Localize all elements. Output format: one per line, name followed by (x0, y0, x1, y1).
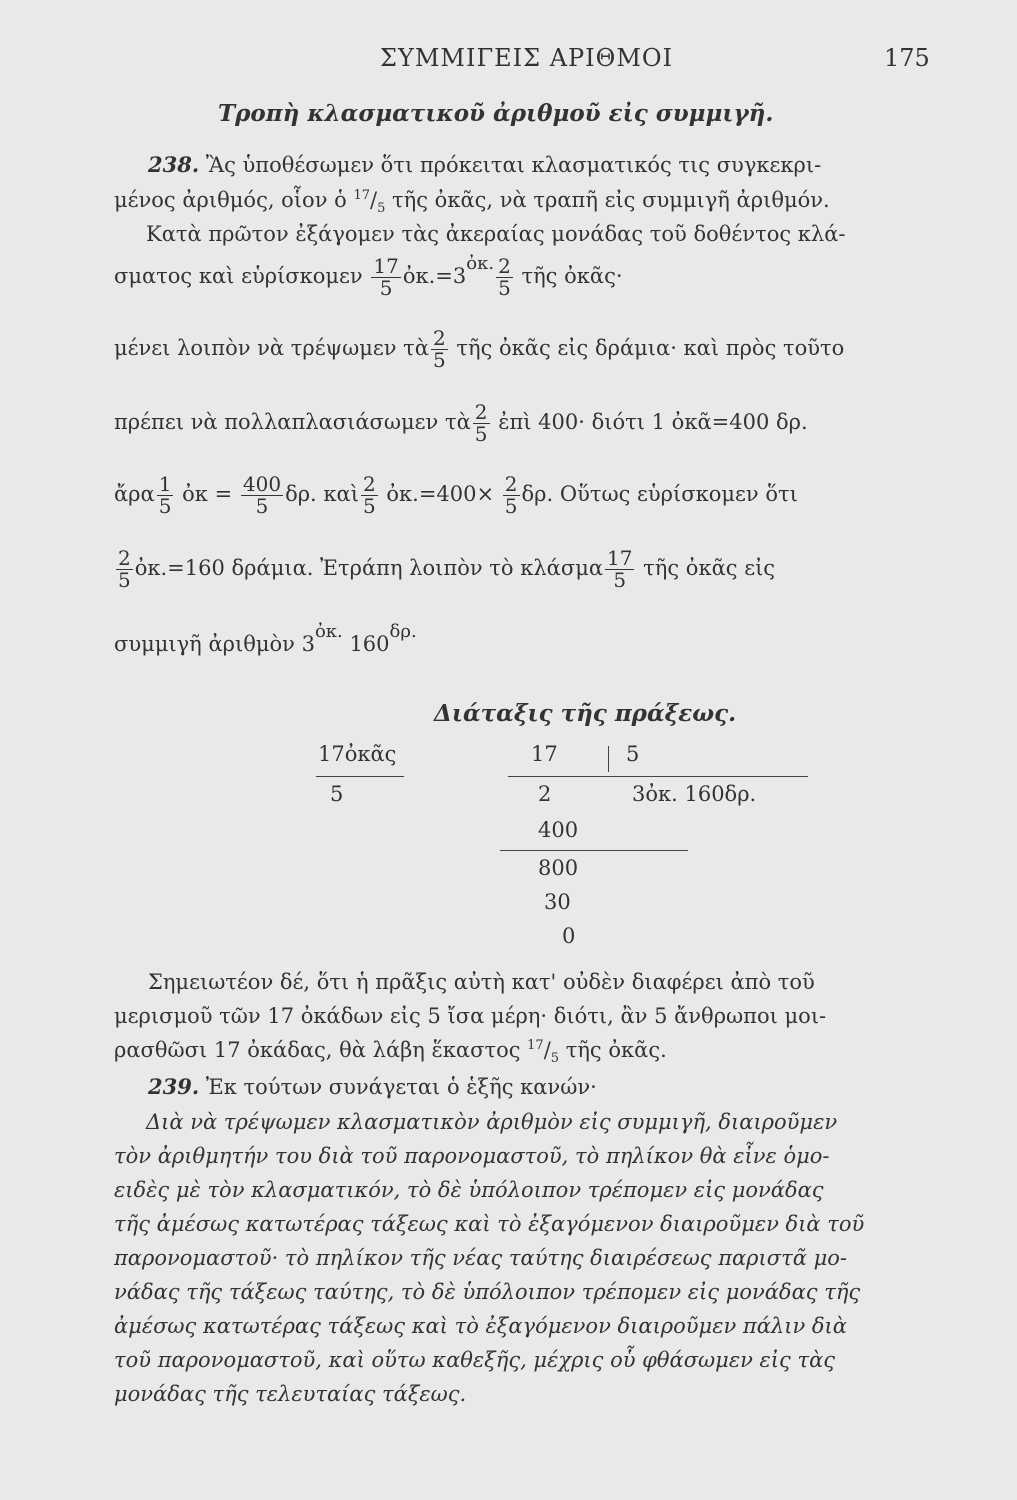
fraction-numerator: 17 (527, 1038, 544, 1053)
text: δρ. καὶ (285, 482, 359, 506)
scheme-dividend: 17 (531, 742, 558, 766)
note-line-3 (114, 1038, 667, 1066)
p238-line-9 (114, 621, 417, 656)
fraction: $\frac{400}{5}$ (242, 472, 282, 518)
fraction: $\frac{17}{5}$ (607, 546, 633, 592)
unit-superscript: δρ. (389, 621, 417, 642)
text: ρασθῶσι 17 ὀκάδας, θὰ λάβη ἕκαστος (114, 1038, 528, 1062)
scheme-step-2: 0 (562, 924, 576, 948)
scheme-product: 800 (538, 856, 579, 880)
scheme-heading: Διάταξις τῆς πράξεως. (434, 700, 737, 727)
multiplication-rule (500, 850, 688, 851)
fraction: $\frac{2}{5}$ (432, 326, 446, 372)
rule-line-6: νάδας τῆς τάξεως ταύτης, τὸ δὲ ὑπόλοιπον τρέπομεν εἰς μονάδας τῆς (114, 1280, 861, 1304)
text: ἄρα (114, 482, 155, 506)
text: συμμιγῆ ἀριθμὸν 3 (114, 632, 315, 656)
text: Ἐκ τούτων συνάγεται ὁ ἑξῆς κανών· (205, 1075, 597, 1099)
rule-line-1: Διὰ νὰ τρέψωμεν κλασματικὸν ἀριθμὸν εἰς συμμιγῆ, διαιροῦμεν (146, 1110, 838, 1134)
scheme-left-denominator: 5 (330, 782, 344, 806)
text: σματος καὶ εὑρίσκομεν (114, 264, 363, 288)
text: πρέπει νὰ πολλαπλασιάσωμεν τὰ (114, 410, 471, 434)
text: 160 (349, 632, 390, 656)
division-rule (508, 776, 808, 777)
scheme-quotient: 3ὀκ. 160δρ. (632, 782, 757, 806)
text: ὀκ.=3 (402, 264, 467, 288)
rule-line-5: παρονομαστοῦ· τὸ πηλίκον τῆς νέας ταύτης διαιρέσεως παριστᾶ μο- (114, 1246, 847, 1270)
scheme-remainder: 2 (538, 782, 552, 806)
p238-line-7 (114, 474, 798, 517)
unit-superscript: ὀκ. (466, 253, 495, 274)
fraction: $\frac{1}{5}$ (158, 472, 172, 518)
rule-line-4: τῆς ἀμέσως κατωτέρας τάξεως καὶ τὸ ἐξαγόμενον διαιροῦμεν διὰ τοῦ (114, 1212, 865, 1236)
unit-superscript: ὀκ. (314, 621, 343, 642)
division-bar (608, 746, 609, 772)
fraction: $\frac{2}{5}$ (498, 254, 511, 300)
p239-intro (148, 1074, 597, 1099)
scheme-left-fraction-bar (316, 776, 404, 777)
text: μένει λοιπὸν νὰ τρέψωμεν τὰ (114, 336, 429, 360)
p238-line-8 (114, 548, 775, 591)
fraction: $\frac{2}{5}$ (504, 472, 518, 518)
fraction: $\frac{17}{5}$ (373, 254, 399, 300)
text: τῆς ὀκᾶς· (521, 264, 623, 288)
scheme-step-1: 30 (544, 890, 571, 914)
note-line-1: Σημειωτέον δέ, ὅτι ἡ πρᾶξις αὐτὴ κατ' οὐδὲν διαφέρει ἀπὸ τοῦ (148, 970, 815, 994)
text: τῆς ὀκᾶς εἰς (643, 556, 776, 580)
text: τῆς ὀκᾶς, νὰ τραπῆ εἰς συμμιγῆ ἀριθμόν. (385, 188, 830, 212)
paragraph-number: 238. (148, 152, 200, 177)
text: μένος ἀριθμός, οἷον ὁ (114, 188, 354, 212)
fraction: $\frac{2}{5}$ (474, 400, 488, 446)
text: ὀκ.=160 δράμια. Ἐτράπη λοιπὸν τὸ κλάσμα (134, 556, 604, 580)
rule-line-3: ειδὲς μὲ τὸν κλασματικόν, τὸ δὲ ὑπόλοιπον τρέπομεν εἰς μονάδας (114, 1178, 824, 1202)
fraction: $\frac{2}{5}$ (362, 472, 376, 518)
fraction-slash: / (370, 188, 378, 212)
fraction-denominator: 5 (377, 201, 386, 217)
p238-line-5 (114, 328, 844, 371)
text: ὀκ.=400× (386, 482, 495, 506)
p238-line-6 (114, 402, 808, 445)
rule-line-2: τὸν ἀριθμητήν του διὰ τοῦ παρονομαστοῦ, τὸ πηλίκον θὰ εἶνε ὁμο- (114, 1144, 830, 1168)
text: τῆς ὀκᾶς εἰς δράμια· καὶ πρὸς τοῦτο (456, 336, 845, 360)
text: ὀκ = (182, 482, 233, 506)
section-heading: Τροπὴ κλασματικοῦ ἀριθμοῦ εἰς συμμιγῆ. (218, 100, 774, 127)
fraction-denominator: 5 (550, 1051, 560, 1067)
fraction: $\frac{2}{5}$ (118, 546, 131, 592)
running-header: ΣΥΜΜΙΓΕΙΣ ΑΡΙΘΜΟΙ (380, 44, 674, 72)
text: τῆς ὀκᾶς. (559, 1038, 667, 1062)
fraction-numerator: 17 (353, 188, 371, 203)
scheme-divisor: 5 (626, 742, 640, 766)
scheme-multiplier: 400 (538, 818, 579, 842)
text: ἐπὶ 400· διότι 1 ὀκᾶ=400 δρ. (498, 410, 808, 434)
fraction-slash: / (543, 1038, 551, 1062)
note-line-2: μερισμοῦ τῶν 17 ὀκάδων εἰς 5 ἴσα μέρη· διότι, ἂν 5 ἄνθρωποι μοι- (114, 1004, 827, 1028)
text: Ἂς ὑποθέσωμεν ὅτι πρόκειται κλασματικός τις συγκεκρι- (205, 153, 822, 177)
page-number: 175 (884, 44, 930, 72)
p238-line-1 (148, 152, 821, 177)
text: δρ. Οὕτως εὑρίσκομεν ὅτι (521, 482, 798, 506)
p238-line-3: Κατὰ πρῶτον ἐξάγομεν τὰς ἀκεραίας μονάδας τοῦ δοθέντος κλά- (146, 222, 846, 246)
rule-line-9: μονάδας τῆς τελευταίας τάξεως. (114, 1382, 467, 1406)
paragraph-number: 239. (148, 1074, 200, 1099)
p238-line-4 (114, 253, 623, 300)
p238-line-2 (114, 188, 830, 216)
rule-line-8: τοῦ παρονομαστοῦ, καὶ οὕτω καθεξῆς, μέχρις οὗ φθάσωμεν εἰς τὰς (114, 1348, 836, 1372)
rule-line-7: ἀμέσως κατωτέρας τάξεως καὶ τὸ ἐξαγόμενον διαιροῦμεν πάλιν διὰ (114, 1314, 847, 1338)
scheme-left-numerator: 17ὀκᾶς (318, 742, 397, 766)
